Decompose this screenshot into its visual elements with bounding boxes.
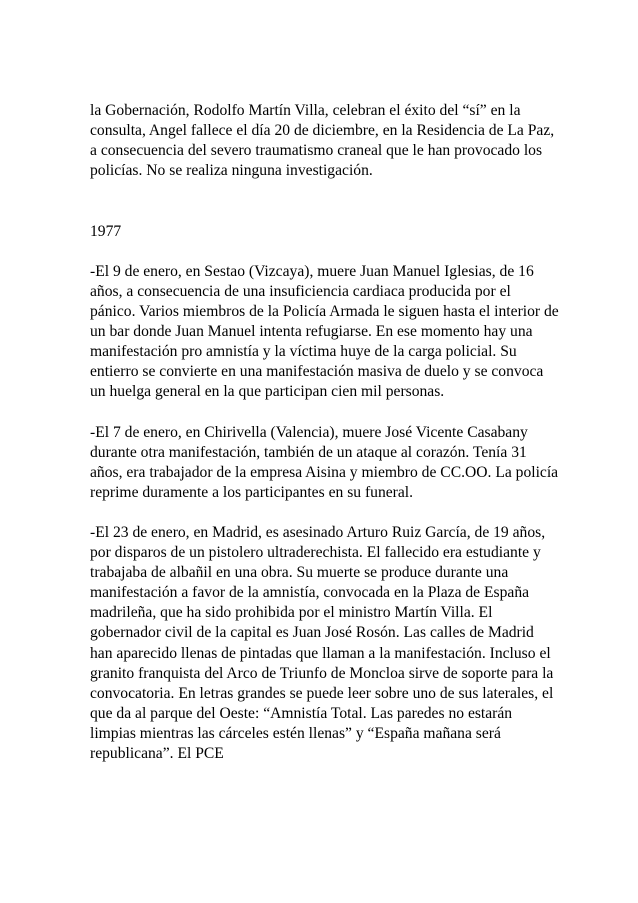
paragraph-chirivella: -El 7 de enero, en Chirivella (Valencia), muere José Vicente Casabany durante otra manifestación, también de un ataque al corazón. Tenía 31 años, era trabajador de la empresa Aisina y miembro de CC.OO. La policía reprime duramente a los participantes en su funeral. bbox=[90, 423, 559, 501]
paragraph-gap bbox=[90, 242, 560, 262]
paragraph-gap bbox=[90, 181, 560, 221]
document-body bbox=[90, 101, 560, 764]
paragraph-sestao: -El 9 de enero, en Sestao (Vizcaya), muere Juan Manuel Iglesias, de 16 años, a consecuencia de una insuficiencia cardiaca producida por el pánico. Varios miembros de la Policía Armada le siguen hasta el interior de un bar donde Juan Manuel intenta refugiarse. En ese momento hay una manifestación pro amnistía y la víctima huye de la carga policial. Su entierro se convierte en una manifestación masiva de duelo y se convoca un huelga general en la que participan cien mil personas. bbox=[90, 262, 559, 401]
paragraph-continuation: la Gobernación, Rodolfo Martín Villa, celebran el éxito del “sí” en la consulta, Angel fallece el día 20 de diciembre, en la Residencia de La Paz, a consecuencia del severo traumatismo craneal que le han provocado los policías. No se realiza ninguna investigación. bbox=[90, 102, 555, 180]
paragraph-gap bbox=[90, 503, 560, 523]
year-heading: 1977 bbox=[90, 222, 122, 240]
paragraph-madrid: -El 23 de enero, en Madrid, es asesinado Arturo Ruiz García, de 19 años, por disparos de un pistolero ultraderechista. El fallecido era estudiante y trabajaba de albañil en una obra. Su muerte se produce durante una manifestación a favor de la amnistía, convocada en la Plaza de España madrileña, que ha sido prohibida por el ministro Martín Villa. El gobernador civil de la capital es Juan José Rosón. Las calles de Madrid han aparecido llenas de pintadas que llaman a la manifestación. Incluso el granito franquista del Arco de Triunfo de Moncloa sirve de soporte para la convocatoria. En letras grandes se puede leer sobre uno de sus laterales, el que da al parque del Oeste: “Amnistía Total. Las paredes no estarán limpias mientras las cárceles estén llenas” y “España mañana será republicana”. El PCE bbox=[90, 523, 554, 762]
paragraph-gap bbox=[90, 402, 560, 422]
